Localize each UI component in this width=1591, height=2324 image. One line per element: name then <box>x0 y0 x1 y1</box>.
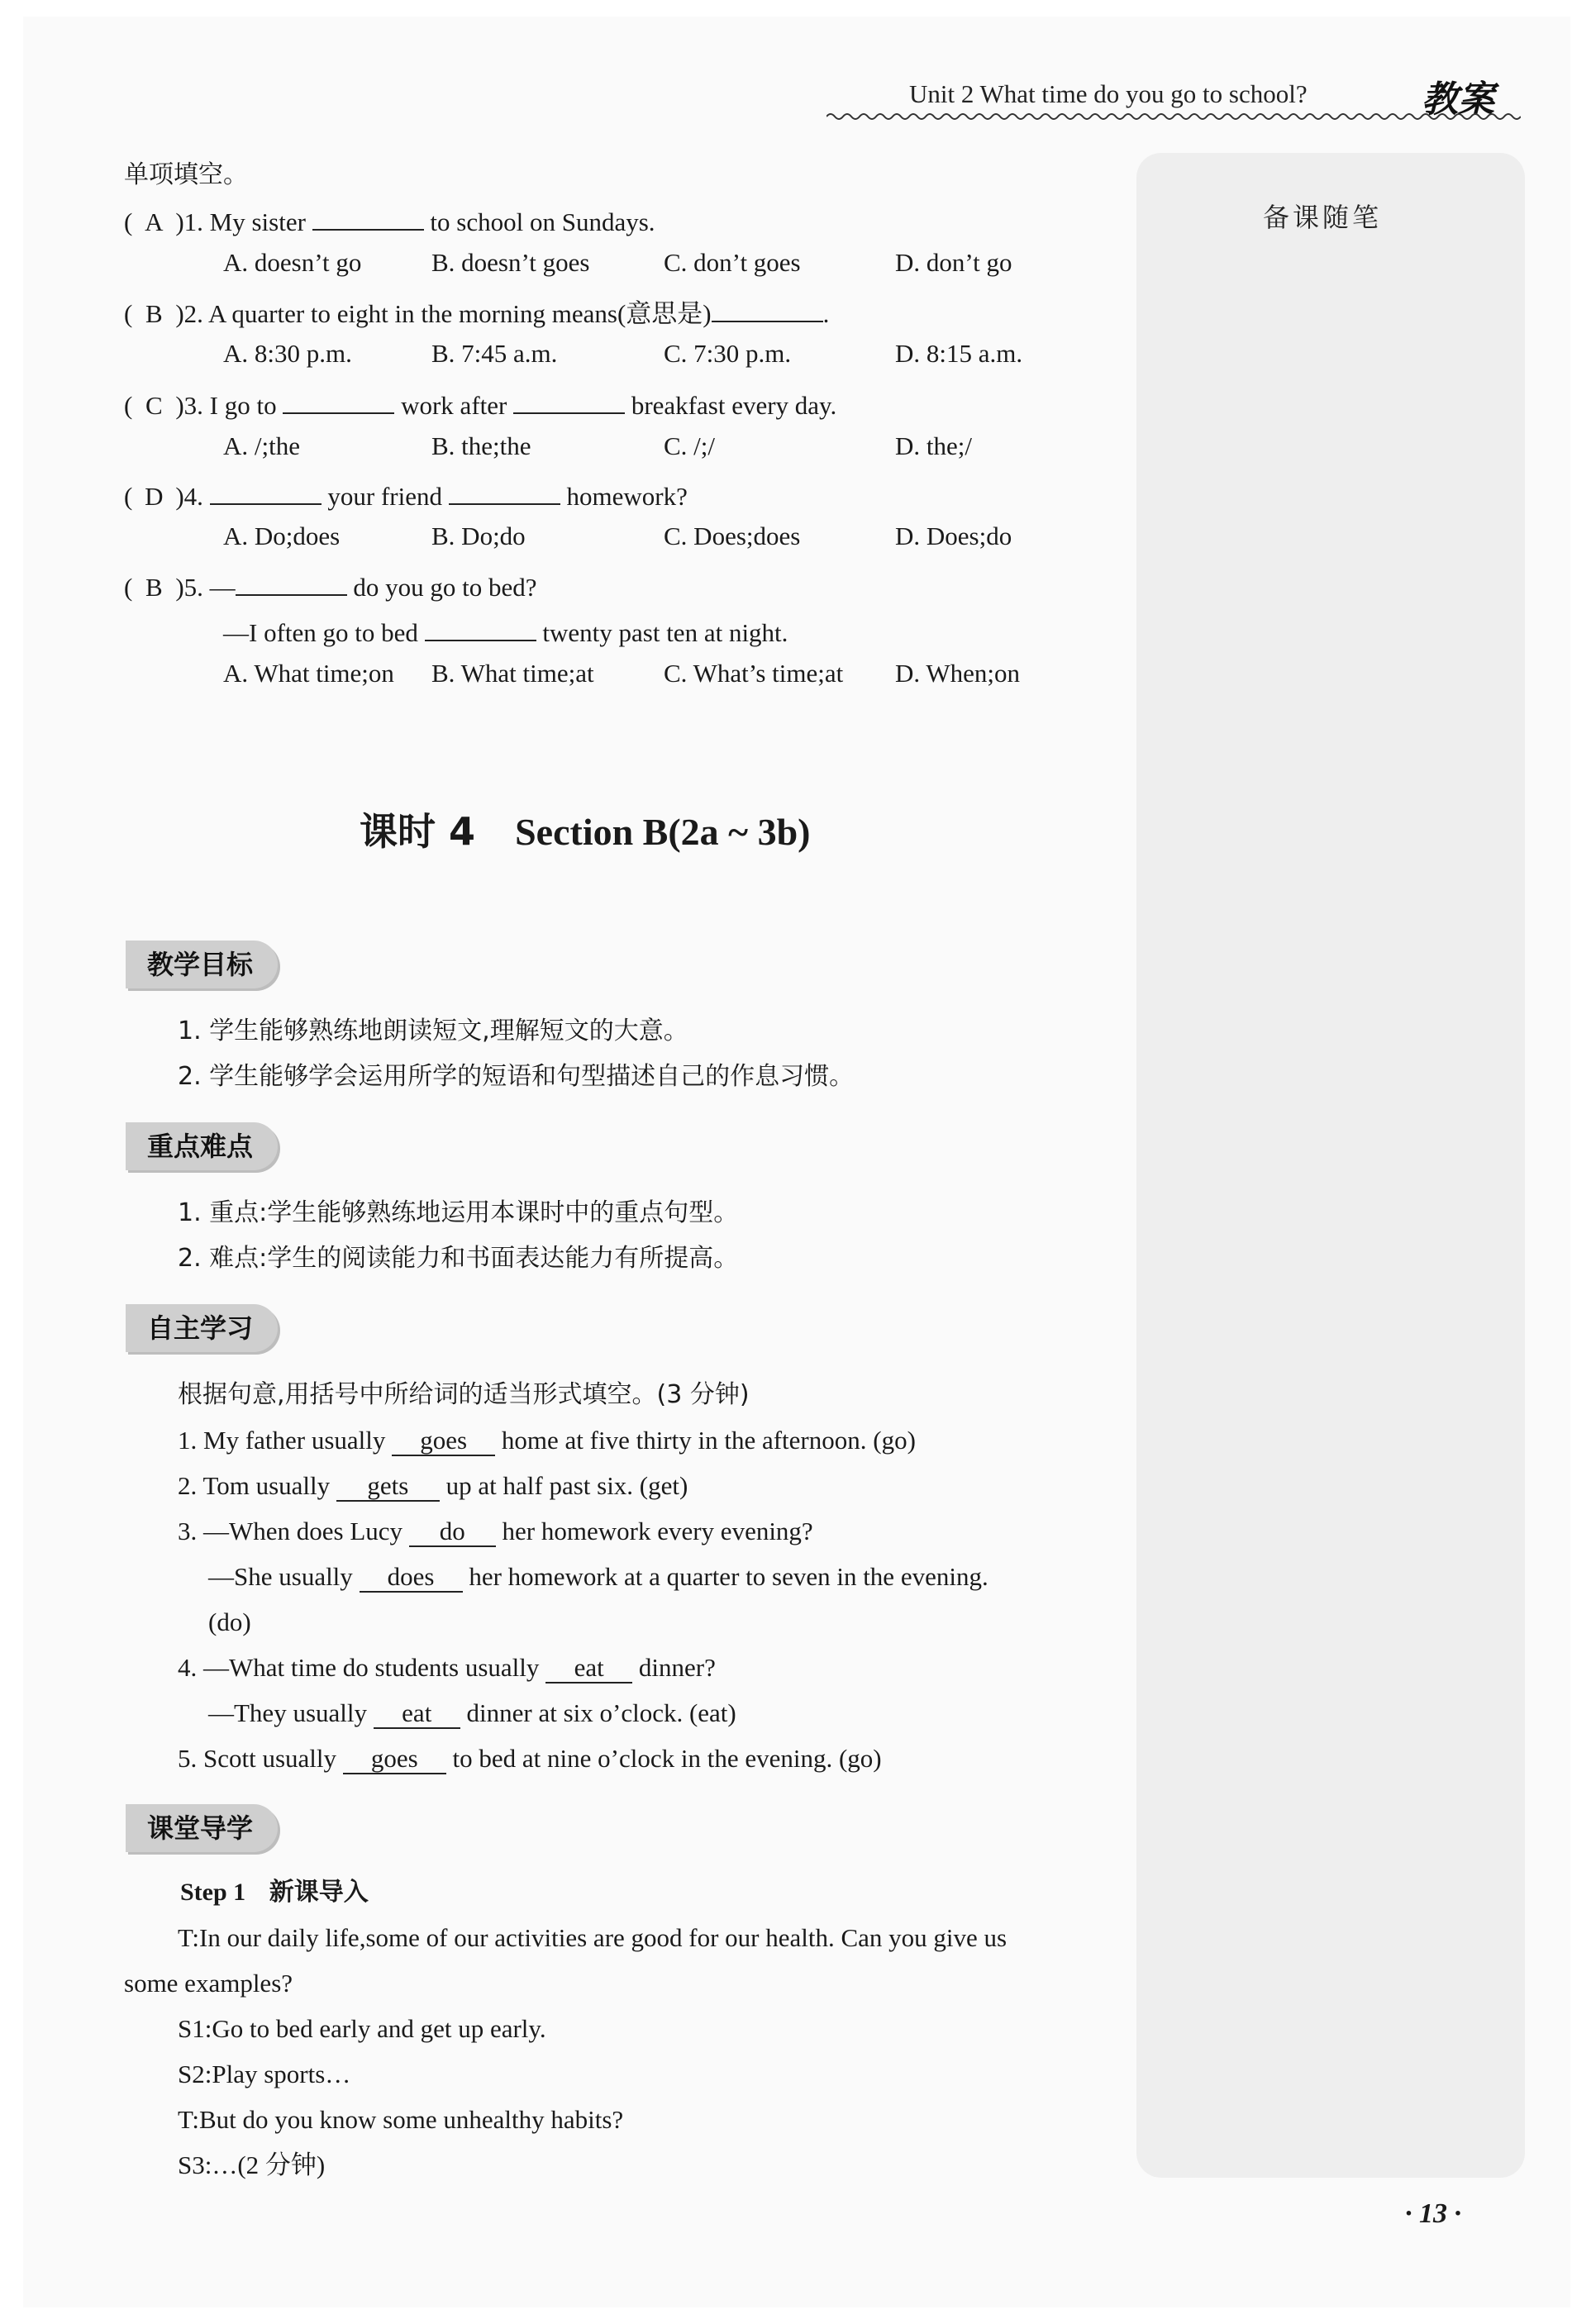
dialogue-line: S1:Go to bed early and get up early. <box>178 2014 546 2043</box>
option: A. Do;does <box>223 521 341 550</box>
option: C. Does;does <box>664 521 801 550</box>
option: D. 8:15 a.m. <box>895 339 1023 368</box>
option: C. What’s time;at <box>664 659 844 688</box>
question-3: ( C )3. I go to work after breakfast every day. <box>124 384 836 422</box>
dialogue-line: T:But do you know some unhealthy habits? <box>178 2105 624 2134</box>
question-4: ( D )4. your friend homework? <box>124 475 688 513</box>
option: C. don’t goes <box>664 248 801 277</box>
selfstudy-item: 4. —What time do students usually eat dinner? <box>178 1653 716 1682</box>
option: B. 7:45 a.m. <box>431 339 558 368</box>
selfstudy-item: 3. —When does Lucy do her homework every evening? <box>178 1517 813 1545</box>
selfstudy-item: 1. My father usually goes home at five thirty in the afternoon. (go) <box>178 1426 916 1455</box>
lesson-title: 课时 4 Section B(2a ~ 3b) <box>360 809 811 854</box>
step-heading: Step 1 新课导入 <box>180 1878 369 1907</box>
selfstudy-item: (do) <box>208 1607 251 1636</box>
selfstudy-item: 2. Tom usually gets up at half past six. (get) <box>178 1471 688 1500</box>
section-label-classguide: 课堂导学 <box>126 1804 278 1852</box>
option: D. Does;do <box>895 521 1012 550</box>
lesson-notes-label: 备课随笔 <box>1263 202 1383 233</box>
option: D. the;/ <box>895 431 972 460</box>
question-5: ( B )5. — do you go to bed? <box>124 566 537 604</box>
option: A. /;the <box>223 431 300 460</box>
dialogue-line: S3:…(2 分钟) <box>178 2150 326 2179</box>
option: B. Do;do <box>431 521 526 550</box>
option: A. What time;on <box>223 659 394 688</box>
selfstudy-item: 5. Scott usually goes to bed at nine o’clock in the evening. (go) <box>178 1744 882 1773</box>
wavy-rule <box>826 111 1521 122</box>
page-header <box>826 69 1521 127</box>
question-5-response: —I often go to bed twenty past ten at night. <box>223 612 788 650</box>
option: B. doesn’t goes <box>431 248 590 277</box>
question-1: ( A )1. My sister to school on Sundays. <box>124 201 655 239</box>
selfstudy-instruction: 根据句意,用括号中所给词的适当形式填空。(3 分钟) <box>178 1380 750 1409</box>
option: A. doesn’t go <box>223 248 362 277</box>
option: B. the;the <box>431 431 531 460</box>
option: D. don’t go <box>895 248 1012 277</box>
dialogue-line: some examples? <box>124 1969 293 1998</box>
option: C. /;/ <box>664 431 716 460</box>
option: D. When;on <box>895 659 1020 688</box>
keypoint-item: 2. 难点:学生的阅读能力和书面表达能力有所提高。 <box>178 1244 739 1273</box>
goal-item: 2. 学生能够学会运用所学的短语和句型描述自己的作息习惯。 <box>178 1062 855 1091</box>
section-label-goals: 教学目标 <box>126 941 278 988</box>
page-number: · 13 · <box>1405 2198 1461 2229</box>
option: A. 8:30 p.m. <box>223 339 352 368</box>
exercise-title: 单项填空。 <box>124 160 248 189</box>
goal-item: 1. 学生能够熟练地朗读短文,理解短文的大意。 <box>178 1017 688 1045</box>
question-2: ( B )2. A quarter to eight in the morning means(意思是) . <box>124 293 829 331</box>
section-label-keypoints: 重点难点 <box>126 1122 278 1170</box>
header-logo: 教案 <box>1422 79 1494 121</box>
section-label-selfstudy: 自主学习 <box>126 1304 278 1352</box>
dialogue-line: S2:Play sports… <box>178 2060 351 2088</box>
option: B. What time;at <box>431 659 594 688</box>
notes-margin-panel <box>1136 153 1525 2178</box>
unit-title: Unit 2 What time do you go to school? <box>909 79 1308 108</box>
selfstudy-item: —They usually eat dinner at six o’clock. (eat) <box>208 1698 736 1727</box>
selfstudy-item: —She usually does her homework at a quarter to seven in the evening. <box>208 1562 988 1591</box>
keypoint-item: 1. 重点:学生能够熟练地运用本课时中的重点句型。 <box>178 1198 739 1227</box>
dialogue-line: T:In our daily life,some of our activities are good for our health. Can you give us <box>178 1923 1007 1952</box>
option: C. 7:30 p.m. <box>664 339 792 368</box>
